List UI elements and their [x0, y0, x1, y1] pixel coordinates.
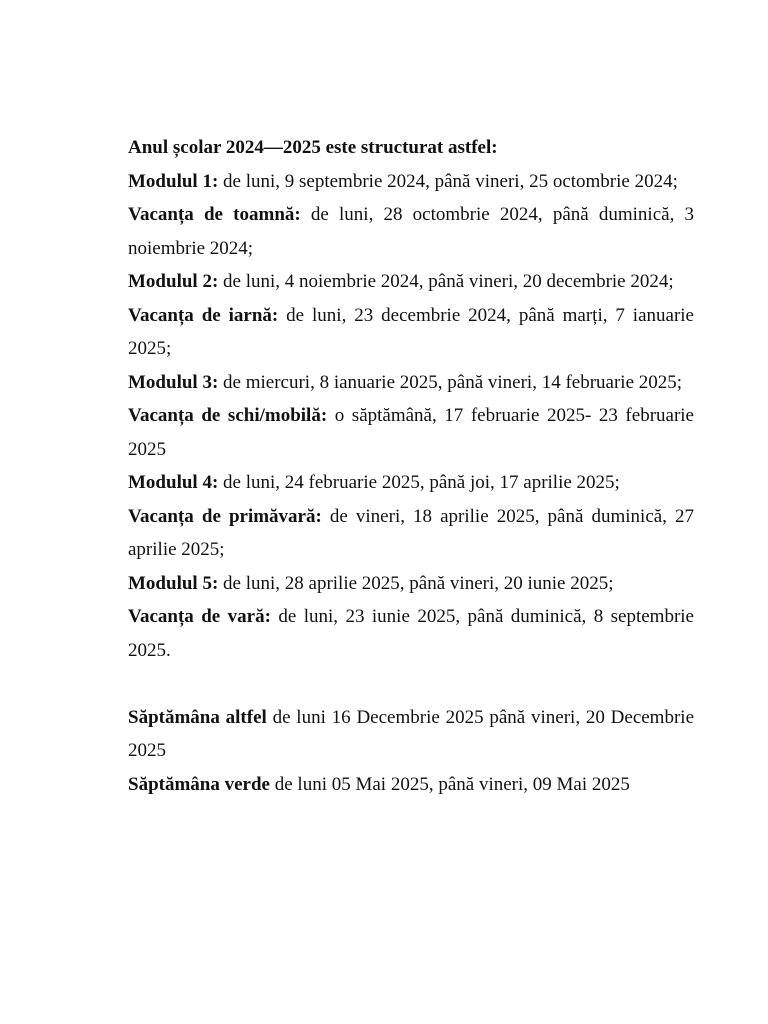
- entry-text: de miercuri, 8 ianuarie 2025, până vineri, 14 februarie 2025;: [218, 371, 683, 393]
- entry-text: de vineri, 18 aprilie 2025, până duminică, 27 aprilie 2025;: [128, 505, 695, 560]
- schedule-entry-modul-5: [128, 567, 694, 601]
- blank-line: [128, 667, 694, 701]
- document-page: [128, 131, 694, 801]
- entry-label: Vacanța de iarnă:: [128, 304, 279, 326]
- schedule-entry-vacanta-toamna: [128, 198, 694, 265]
- entry-label: Modulul 2:: [128, 271, 219, 292]
- special-week-verde: [128, 768, 694, 802]
- special-week-altfel: [128, 701, 694, 768]
- entry-label: Modulul 4:: [128, 472, 219, 493]
- entry-label: Modulul 1:: [128, 170, 219, 192]
- schedule-entry-modul-3: [128, 366, 694, 400]
- entry-text: de luni, 23 iunie 2025, până duminică, 8 septembrie 2025.: [128, 606, 694, 661]
- entry-text: de luni, 23 decembrie 2024, până marți, 7 ianuarie 2025;: [128, 304, 694, 359]
- entry-label: Modulul 5:: [128, 572, 219, 594]
- entry-label: Săptămâna altfel: [128, 706, 267, 728]
- entry-text: de luni, 9 septembrie 2024, până vineri, 25 octombrie 2024;: [218, 170, 678, 192]
- entry-label: Vacanța de toamnă:: [128, 204, 301, 225]
- schedule-entry-vacanta-schi: [128, 399, 694, 466]
- entry-text: de luni, 28 aprilie 2025, până vineri, 20 iunie 2025;: [218, 572, 614, 594]
- entry-label: Vacanța de vară:: [128, 606, 271, 627]
- entry-text: de luni, 28 octombrie 2024, până duminică, 3 noiembrie 2024;: [128, 204, 694, 259]
- schedule-entry-vacanta-vara: [128, 600, 694, 667]
- entry-label: Vacanța de schi/mobilă:: [128, 405, 328, 426]
- entry-label: Săptămâna verde: [128, 773, 270, 795]
- entry-text: de luni, 4 noiembrie 2024, până vineri, 20 decembrie 2024;: [218, 271, 674, 292]
- entry-text: de luni 05 Mai 2025, până vineri, 09 Mai 2025: [269, 773, 630, 795]
- entry-text: de luni 16 Decembrie 2025 până vineri, 20 Decembrie 2025: [128, 706, 694, 761]
- document-heading: Anul școlar 2024—2025 este structurat astfel:: [128, 137, 498, 158]
- entry-label: Vacanța de primăvară:: [128, 505, 322, 527]
- entry-label: Modulul 3:: [128, 371, 219, 393]
- schedule-entry-modul-1: [128, 165, 694, 199]
- schedule-entry-modul-2: [128, 265, 694, 299]
- schedule-entry-vacanta-primavara: [128, 500, 694, 567]
- schedule-entry-modul-4: [128, 466, 694, 500]
- schedule-entry-vacanta-iarna: [128, 299, 694, 366]
- entry-text: de luni, 24 februarie 2025, până joi, 17 aprilie 2025;: [218, 472, 620, 493]
- entry-text: o săptămână, 17 februarie 2025- 23 februarie 2025: [128, 405, 694, 460]
